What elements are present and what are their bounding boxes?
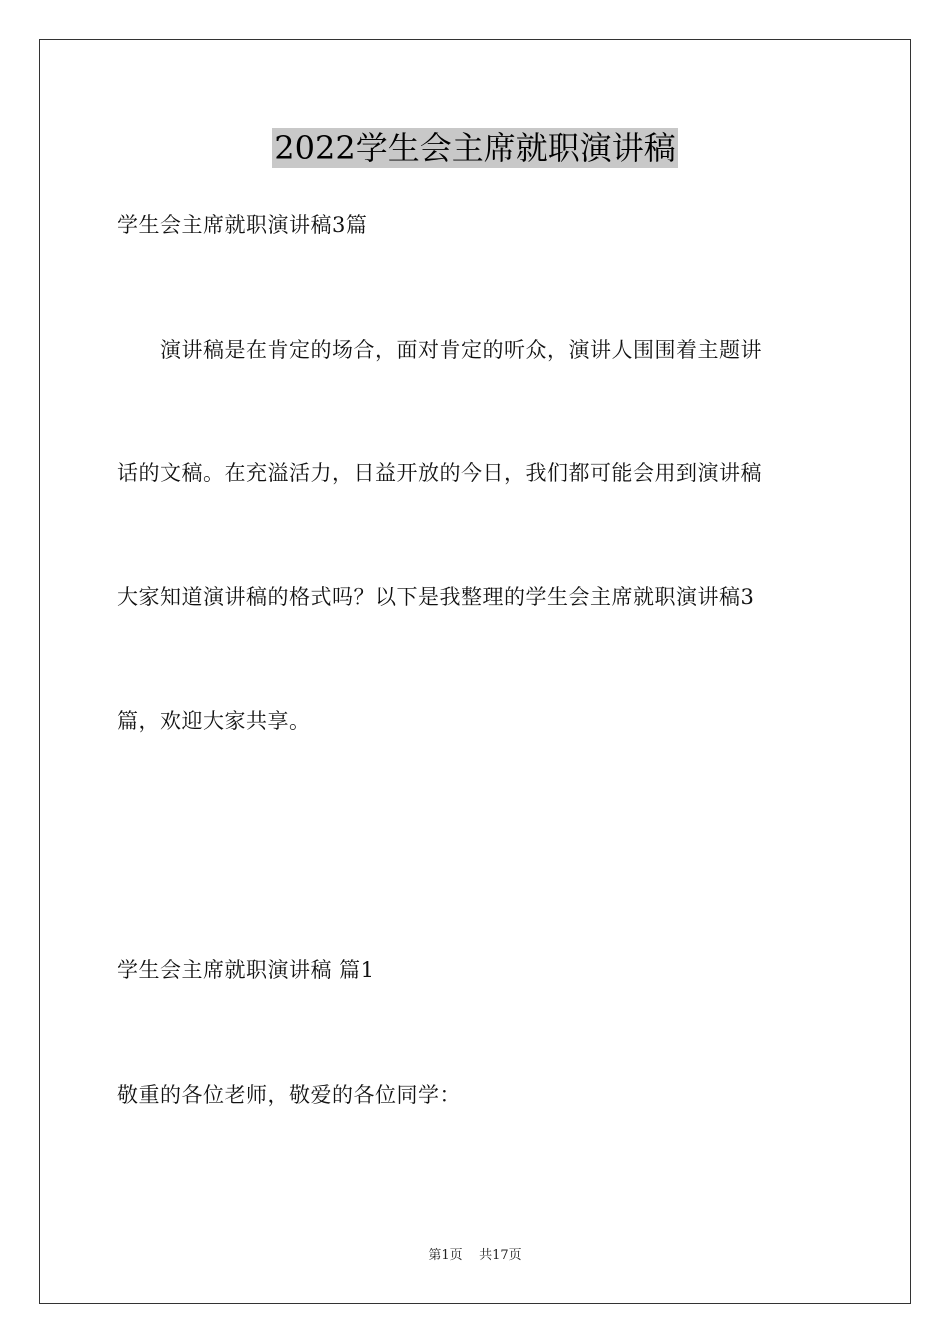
salutation: 敬重的各位老师，敬爱的各位同学： [117,1083,461,1107]
page-footer [0,1248,950,1264]
intro-line-2: 话的文稿。在充溢活力，日益开放的今日，我们都可能会用到演讲稿 [117,461,762,485]
document-title: 2022学生会主席就职演讲稿 [274,129,676,167]
section-heading: 学生会主席就职演讲稿 篇1 [117,958,375,982]
intro-line-3: 大家知道演讲稿的格式吗？以下是我整理的学生会主席就职演讲稿3 [117,585,755,609]
page-number: 第1页 [428,1248,463,1263]
title-container [0,128,950,168]
intro-line-1: 演讲稿是在肯定的场合，面对肯定的听众，演讲人围围着主题讲 [117,338,762,362]
page-total: 共17页 [479,1248,522,1263]
subtitle: 学生会主席就职演讲稿3篇 [117,213,368,237]
intro-line-4: 篇，欢迎大家共享。 [117,709,311,733]
